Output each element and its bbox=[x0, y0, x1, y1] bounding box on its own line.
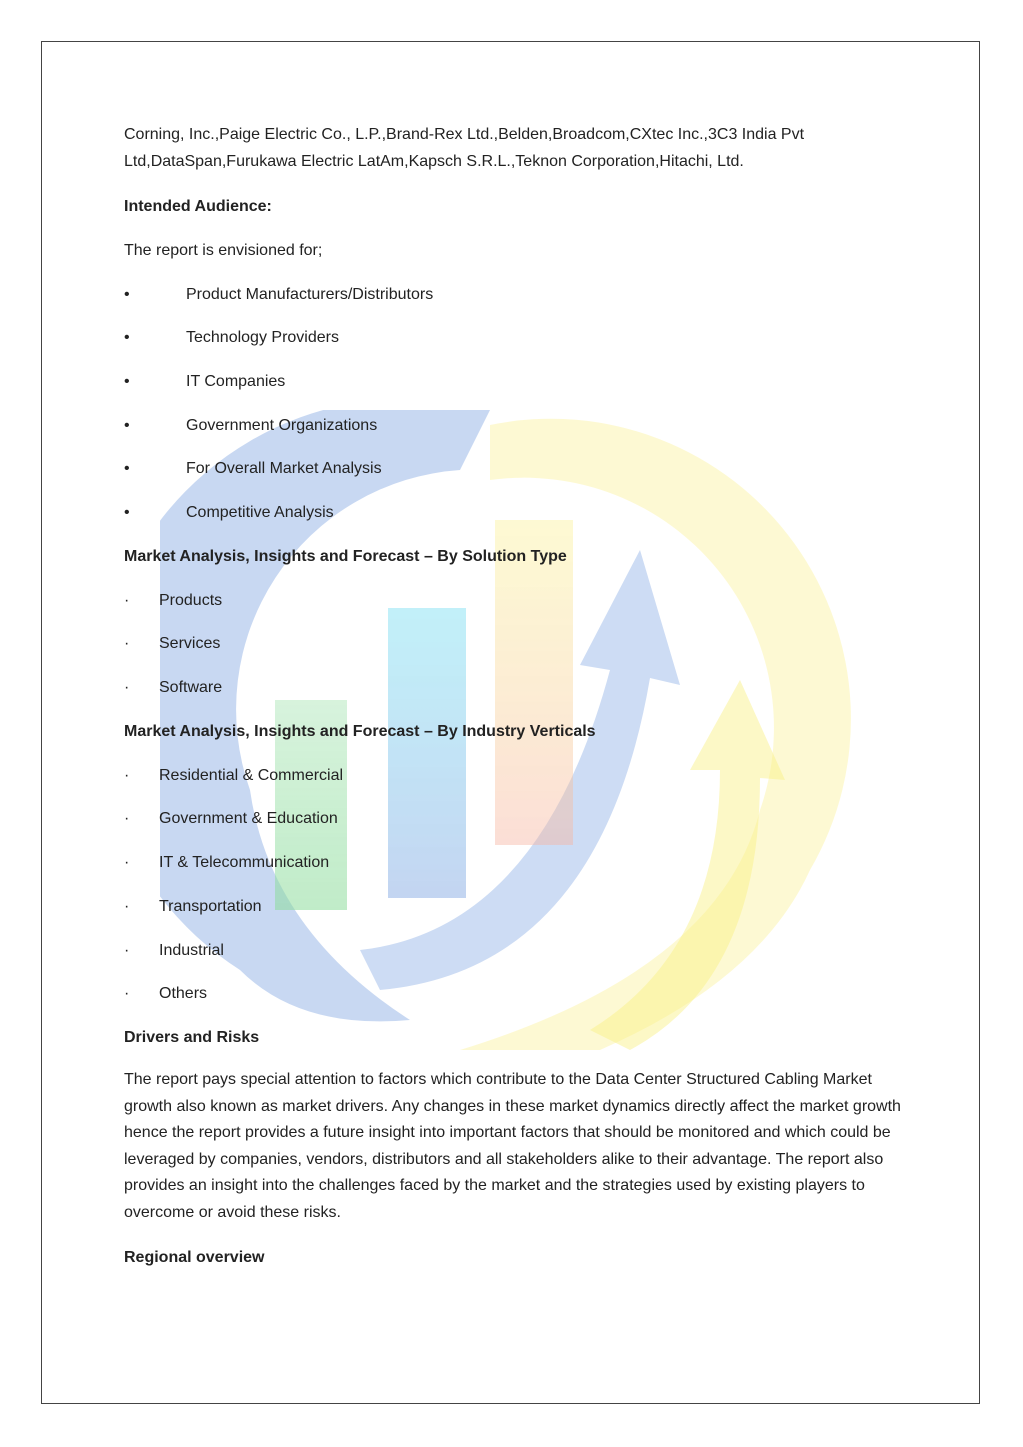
list-item-label: Competitive Analysis bbox=[186, 504, 334, 521]
dot-icon: · bbox=[124, 898, 130, 915]
list-item-label: Product Manufacturers/Distributors bbox=[186, 286, 434, 303]
list-item-label: Software bbox=[159, 679, 223, 696]
drivers-paragraph: The report pays special attention to factors which contribute to the Data Center Structured Cabling Market growth also known as market drivers. Any changes in these market dynamics directly affect the market growth hence the report provides a future insight into important factors that should be monitored and which could be leveraged by companies, vendors, distributors and all stakeholders alike to their advantage. The report also provides an insight into the challenges faced by the market and the strategies used by existing players to overcome or avoid these risks. bbox=[124, 1071, 901, 1221]
solution-type-heading: Market Analysis, Insights and Forecast – By Solution Type bbox=[124, 548, 567, 565]
list-item-label: Technology Providers bbox=[186, 329, 339, 346]
list-item-label: Others bbox=[159, 985, 208, 1002]
list-item-label: Services bbox=[159, 635, 221, 652]
companies-paragraph: Corning, Inc.,Paige Electric Co., L.P.,Brand-Rex Ltd.,Belden,Broadcom,CXtec Inc.,3C3 India Pvt Ltd,DataSpan,Furukawa Electric LatAm,Kapsch S.R.L.,Teknon Corporation,Hitachi, Ltd. bbox=[124, 126, 805, 170]
regional-heading: Regional overview bbox=[124, 1249, 265, 1266]
dot-icon: · bbox=[124, 767, 130, 784]
list-item-label: Government & Education bbox=[159, 810, 338, 827]
list-item-label: Industrial bbox=[159, 942, 224, 959]
bullet-icon: • bbox=[124, 286, 130, 303]
bullet-icon: • bbox=[124, 504, 130, 521]
verticals-heading: Market Analysis, Insights and Forecast – By Industry Verticals bbox=[124, 723, 596, 740]
dot-icon: · bbox=[124, 985, 130, 1002]
list-item-label: Products bbox=[159, 592, 223, 609]
bullet-icon: • bbox=[124, 373, 130, 390]
bullet-icon: • bbox=[124, 329, 130, 346]
bullet-icon: • bbox=[124, 417, 130, 434]
bullet-icon: • bbox=[124, 460, 130, 477]
dot-icon: · bbox=[124, 635, 130, 652]
list-item-label: IT & Telecommunication bbox=[159, 854, 330, 871]
audience-intro: The report is envisioned for; bbox=[124, 242, 323, 259]
list-item-label: Transportation bbox=[159, 898, 262, 915]
audience-heading: Intended Audience: bbox=[124, 198, 272, 215]
dot-icon: · bbox=[124, 810, 130, 827]
list-item-label: Residential & Commercial bbox=[159, 767, 344, 784]
list-item-label: For Overall Market Analysis bbox=[186, 460, 382, 477]
drivers-heading: Drivers and Risks bbox=[124, 1029, 260, 1046]
dot-icon: · bbox=[124, 942, 130, 959]
dot-icon: · bbox=[124, 854, 130, 871]
dot-icon: · bbox=[124, 679, 130, 696]
list-item-label: Government Organizations bbox=[186, 417, 378, 434]
dot-icon: · bbox=[124, 592, 130, 609]
list-item-label: IT Companies bbox=[186, 373, 286, 390]
